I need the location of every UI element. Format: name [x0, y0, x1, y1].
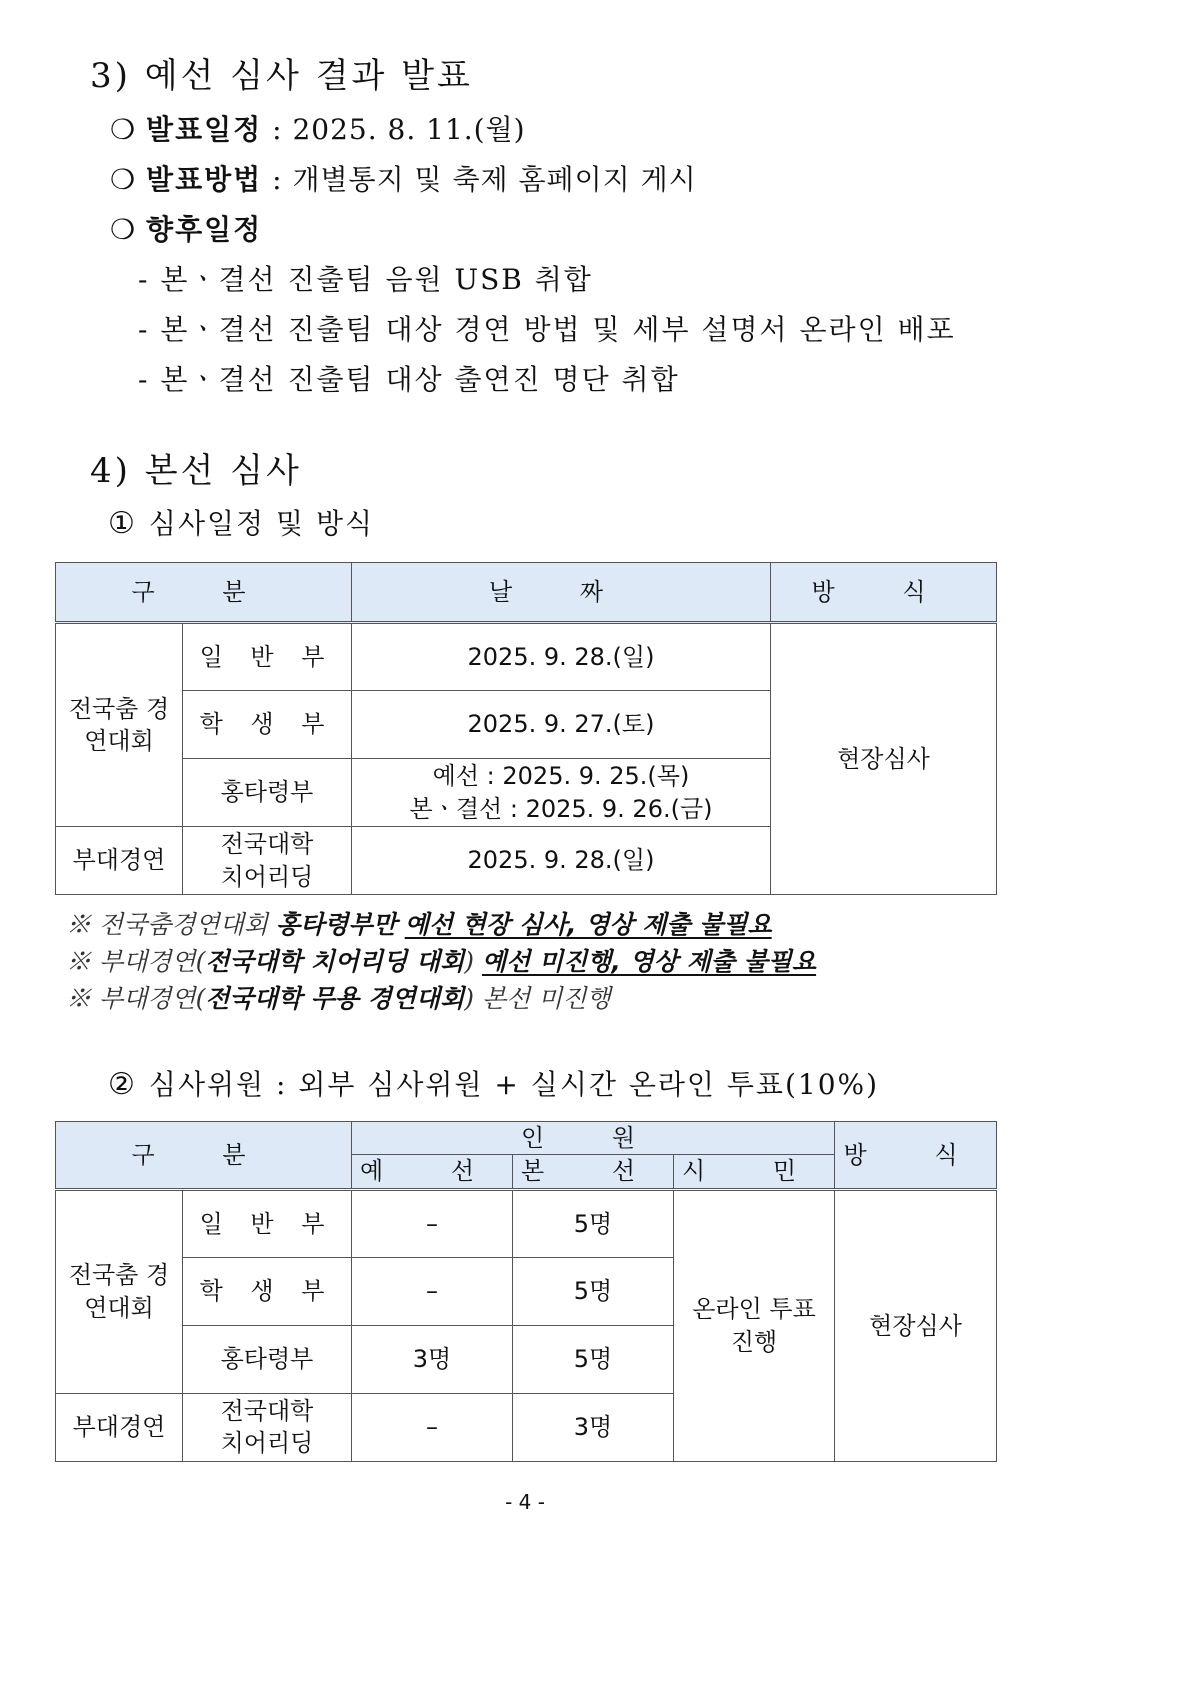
- circle-bullet-icon: ❍: [110, 213, 137, 246]
- dash-item: - 본ㆍ결선 진출팀 대상 경연 방법 및 세부 설명서 온라인 배포: [138, 313, 956, 346]
- bullet-label: 향후일정: [146, 213, 263, 246]
- header-date: 날 짜: [352, 563, 771, 623]
- schedule-table: [55, 562, 997, 895]
- prelim-cell: 3명: [352, 1325, 513, 1393]
- division-cell: 전국대학 치어리딩: [183, 1393, 352, 1461]
- judges-table: [55, 1121, 997, 1462]
- date-cell: 예선 : 2025. 9. 25.(목) 본ㆍ결선 : 2025. 9. 26.(금): [352, 759, 771, 827]
- section3-title: 3) 예선 심사 결과 발표: [90, 56, 473, 96]
- sub1-heading: ① 심사일정 및 방식: [108, 506, 375, 541]
- section4-title: 4) 본선 심사: [90, 451, 302, 491]
- dash-item: - 본ㆍ결선 진출팀 음원 USB 취합: [138, 263, 593, 296]
- circle-bullet-icon: ❍: [110, 113, 137, 146]
- group-cell: 전국춤 경연대회: [56, 1189, 183, 1393]
- division-cell: 학 생 부: [183, 1257, 352, 1325]
- header-method: 방 식: [835, 1122, 997, 1190]
- page-number: - 4 -: [505, 1490, 545, 1514]
- circle-bullet-icon: ❍: [110, 163, 137, 196]
- circled-two: ②: [108, 1067, 137, 1102]
- bullet-future-schedule: [110, 208, 262, 248]
- bullet-announce-method: ❍ 발표방법 : 개별통지 및 축제 홈페이지 게시: [110, 163, 697, 196]
- note-line: ※ 부대경연(전국대학 무용 경연대회) 본선 미진행: [66, 984, 611, 1013]
- prelim-cell: –: [352, 1393, 513, 1461]
- method-cell: 현장심사: [771, 623, 997, 895]
- method-cell: 현장심사: [835, 1189, 997, 1461]
- header-personnel: 인 원: [352, 1122, 835, 1155]
- header-main: 본 선: [513, 1155, 674, 1189]
- citizen-cell: 온라인 투표 진행: [674, 1189, 835, 1461]
- prelim-cell: –: [352, 1189, 513, 1257]
- division-cell: 홍타령부: [183, 759, 352, 827]
- main-cell: 3명: [513, 1393, 674, 1461]
- header-gubun: 구 분: [56, 1122, 352, 1190]
- bullet-text: 2025. 8. 11.(월): [292, 113, 526, 146]
- main-cell: 5명: [513, 1325, 674, 1393]
- bullet-label: 발표방법: [146, 163, 263, 196]
- note-line: ※ 전국춤경연대회 홍타령부만 예선 현장 심사, 영상 제출 불필요: [66, 910, 772, 939]
- note-line: ※ 부대경연(전국대학 치어리딩 대회) 예선 미진행, 영상 제출 불필요: [66, 947, 817, 976]
- date-cell: 2025. 9. 28.(일): [352, 827, 771, 895]
- table-row: [56, 623, 997, 691]
- bullet-label: 발표일정: [146, 113, 263, 146]
- division-cell: 학 생 부: [183, 691, 352, 759]
- prelim-cell: –: [352, 1257, 513, 1325]
- main-cell: 5명: [513, 1257, 674, 1325]
- dash-item: - 본ㆍ결선 진출팀 대상 출연진 명단 취합: [138, 363, 680, 396]
- header-gubun: 구 분: [56, 563, 352, 623]
- group-cell: 부대경연: [56, 827, 183, 895]
- division-cell: 일 반 부: [183, 1189, 352, 1257]
- division-cell: 일 반 부: [183, 623, 352, 691]
- group-cell: 전국춤 경연대회: [56, 623, 183, 827]
- bullet-text: 개별통지 및 축제 홈페이지 게시: [292, 163, 697, 196]
- header-prelim: 예 선: [352, 1155, 513, 1189]
- date-cell: 2025. 9. 27.(토): [352, 691, 771, 759]
- date-cell: 2025. 9. 28.(일): [352, 623, 771, 691]
- main-cell: 5명: [513, 1189, 674, 1257]
- header-method: 방 식: [771, 563, 997, 623]
- group-cell: 부대경연: [56, 1393, 183, 1461]
- bullet-announce-date: ❍ 발표일정 : 2025. 8. 11.(월): [110, 113, 526, 146]
- division-cell: 전국대학 치어리딩: [183, 827, 352, 895]
- division-cell: 홍타령부: [183, 1325, 352, 1393]
- table-row: [56, 1189, 997, 1257]
- circled-one: ①: [108, 506, 137, 541]
- header-citizen: 시 민: [674, 1155, 835, 1189]
- sub2-heading: ② 심사위원 : 외부 심사위원 + 실시간 온라인 투표(10%): [108, 1067, 880, 1102]
